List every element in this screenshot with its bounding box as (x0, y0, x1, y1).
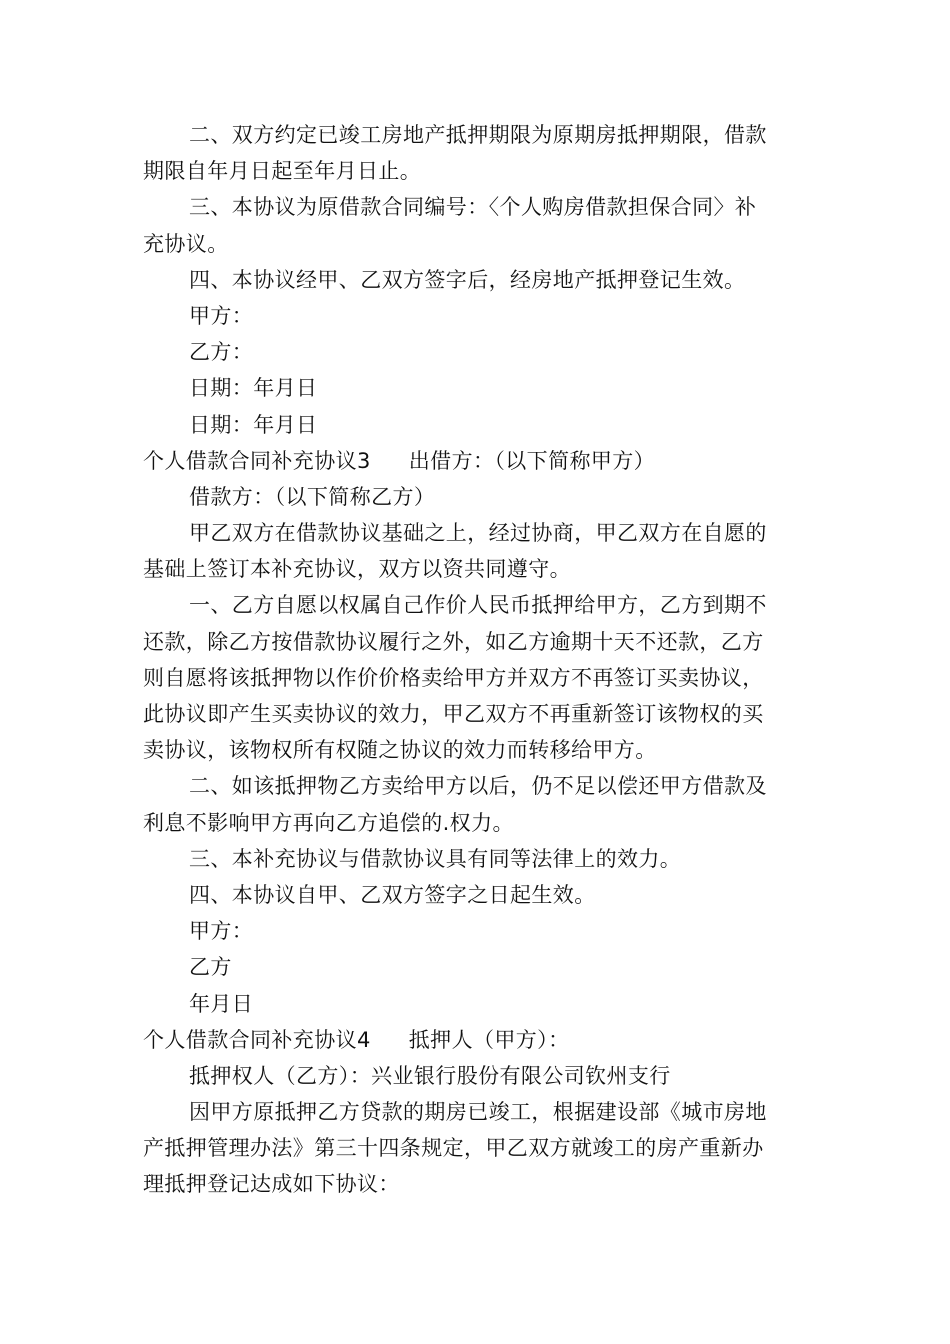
section-title: 个人借款合同补充协议3 (143, 448, 371, 473)
mortgagee-label: 抵押权人（乙方）：兴业银行股份有限公司钦州支行 (189, 1063, 671, 1088)
paragraph-line: 一、乙方自愿以权属自己作价人民币抵押给甲方，乙方到期不 (189, 593, 767, 618)
section-heading-line (143, 443, 808, 479)
paragraph-line: 还款，除乙方按借款协议履行之外，如乙方逾期十天不还款，乙方 (143, 629, 764, 654)
document-body (143, 117, 808, 1203)
paragraph-line: 则自愿将该抵押物以作价价格卖给甲方并双方不再签订买卖协议， (143, 665, 764, 690)
signature-party-b: 乙方： (189, 340, 254, 365)
signature-party-b: 乙方 (189, 955, 232, 980)
paragraph-line: 因甲方原抵押乙方贷款的期房已竣工，根据建设部《城市房地 (189, 1100, 767, 1125)
section-title: 个人借款合同补充协议4 (143, 1027, 371, 1052)
signature-party-a: 甲方： (189, 919, 254, 944)
paragraph-line: 二、双方约定已竣工房地产抵押期限为原期房抵押期限，借款 (189, 123, 767, 147)
paragraph-line: 甲乙双方在借款协议基础之上，经过协商，甲乙双方在自愿的 (189, 521, 767, 546)
paragraph-line: 期限自年月日起至年月日止。 (143, 159, 422, 184)
mortgagor-label: 抵押人（甲方）： (408, 1027, 570, 1052)
signature-date: 年月日 (189, 991, 254, 1016)
paragraph-line: 充协议。 (143, 231, 229, 256)
borrower-label: 借款方：（以下简称乙方） (189, 484, 436, 509)
paragraph-line: 利息不影响甲方再向乙方追偿的.权力。 (143, 810, 514, 835)
paragraph-line: 四、本协议自甲、乙双方签字之日起生效。 (189, 882, 596, 907)
section-heading-line (143, 1022, 808, 1058)
signature-date: 日期：年月日 (189, 376, 318, 401)
paragraph-line: 三、本补充协议与借款协议具有同等法律上的效力。 (189, 846, 682, 871)
paragraph-line: 二、如该抵押物乙方卖给甲方以后，仍不足以偿还甲方借款及 (189, 774, 767, 799)
paragraph-line: 四、本协议经甲、乙双方签字后，经房地产抵押登记生效。 (189, 267, 746, 292)
paragraph-line: 产抵押管理办法》第三十四条规定，甲乙双方就竣工的房产重新办 (143, 1136, 764, 1161)
signature-party-a: 甲方： (189, 303, 254, 328)
signature-date: 日期：年月日 (189, 412, 318, 437)
paragraph-line: 理抵押登记达成如下协议： (143, 1172, 400, 1197)
paragraph-line: 三、本协议为原借款合同编号：〈个人购房借款担保合同〉补 (189, 195, 757, 220)
lender-label: 出借方：（以下简称甲方） (408, 448, 656, 473)
paragraph-line: 卖协议，该物权所有权随之协议的效力而转移给甲方。 (143, 738, 657, 763)
paragraph-line: 此协议即产生买卖协议的效力，甲乙双方不再重新签订该物权的买 (143, 702, 764, 726)
paragraph-line: 基础上签订本补充协议，双方以资共同遵守。 (143, 557, 571, 582)
